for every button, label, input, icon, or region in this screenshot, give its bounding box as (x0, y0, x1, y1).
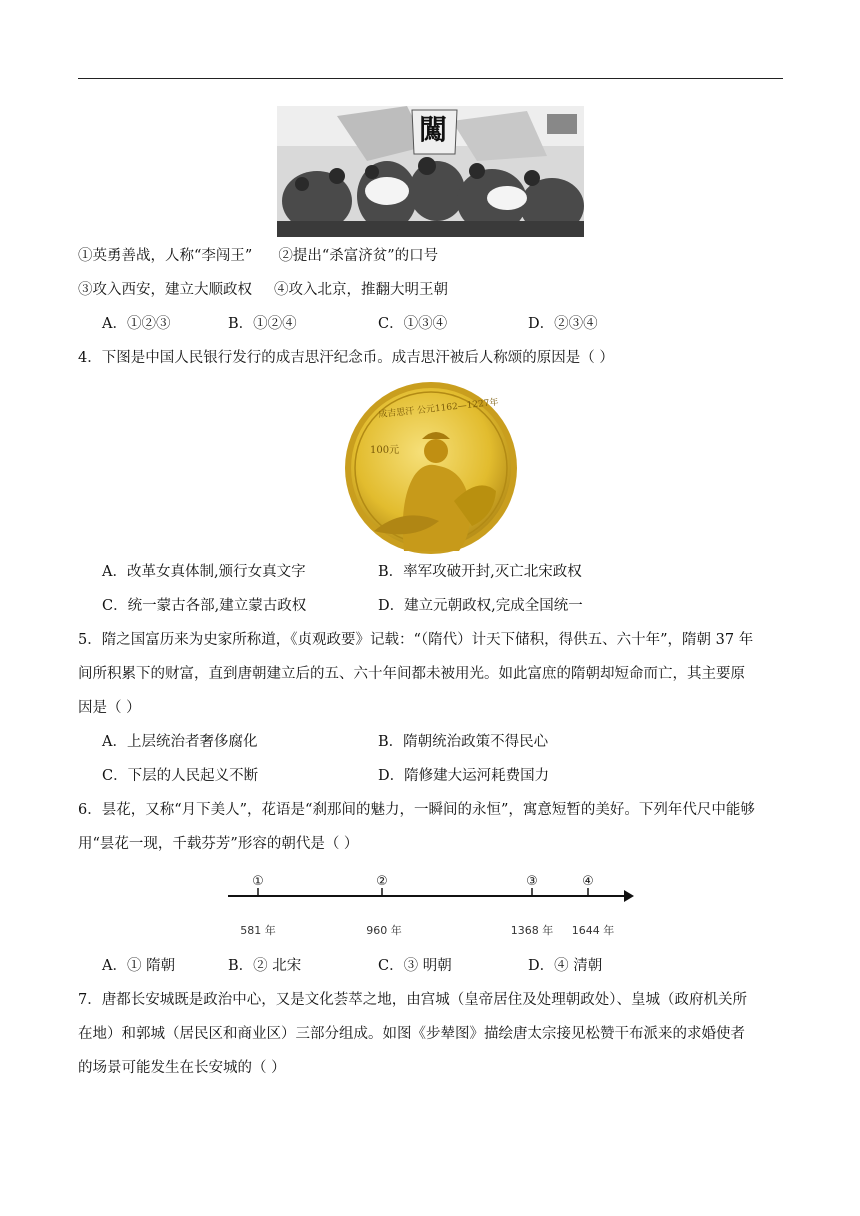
q5-option-a[interactable]: A．上层统治者奢侈腐化 (102, 734, 258, 750)
q4-option-a[interactable]: A．改革女真体制,颁行女真文字 (102, 564, 306, 580)
banner-character: 闖 (419, 113, 448, 146)
genghis-khan-coin (344, 381, 518, 555)
q5-stem-line1: 5．隋之国富历来为史家所称道，《贞观政要》记载：“（隋代）计天下储积，得供五、六十年”，隋朝 37 年 (78, 632, 754, 648)
q4-stem: 4．下图是中国人民银行发行的成吉思汗纪念币。成吉思汗被后人称颂的原因是（ ） (78, 350, 614, 366)
timeline-mark-2: ② (376, 874, 388, 889)
q3-option-b[interactable]: B．①②④ (228, 316, 297, 332)
q7-stem-line2: 在地）和郭城（居民区和商业区）三部分组成。如图《步辇图》描绘唐太宗接见松赞干布派来的求婚使者 (78, 1026, 745, 1042)
q3-option-a[interactable]: A．①②③ (102, 316, 171, 332)
q6-stem-line2: 用“昙花一现，千载芬芳”形容的朝代是（ ） (78, 836, 359, 852)
q5-option-c[interactable]: C．下层的人民起义不断 (102, 768, 259, 784)
q6-option-b[interactable]: B．② 北宋 (228, 958, 302, 974)
timeline-year-4: 1644 年 (571, 924, 615, 937)
q6-option-d[interactable]: D．④ 清朝 (528, 958, 603, 974)
q6-stem-line1: 6．昙花，又称“月下美人”，花语是“刹那间的魅力，一瞬间的永恒”，寓意短暂的美好。下列年代尺中能够 (78, 802, 755, 818)
coin-value: 100元 (370, 445, 400, 456)
q5-stem-line3: 因是（ ） (78, 700, 141, 716)
timeline-mark-3: ③ (526, 874, 538, 889)
q6-option-a[interactable]: A．① 隋朝 (102, 958, 176, 974)
timeline-arrow (624, 890, 634, 902)
q6-option-c[interactable]: C．③ 明朝 (378, 958, 452, 974)
q3-statements-line2 (78, 280, 448, 300)
q3-statement-4: ④攻入北京，推翻大明王朝 (274, 282, 448, 298)
uprising-illustration (277, 106, 584, 237)
q3-statement-1: ①英勇善战，人称“李闯王” (78, 248, 253, 264)
q5-option-d[interactable]: D．隋修建大运河耗费国力 (378, 768, 550, 784)
q5-option-b[interactable]: B．隋朝统治政策不得民心 (378, 734, 549, 750)
q3-option-d[interactable]: D．②③④ (528, 316, 598, 332)
timeline (220, 868, 640, 944)
q4-option-c[interactable]: C．统一蒙古各部,建立蒙古政权 (102, 598, 307, 614)
q7-stem-line3: 的场景可能发生在长安城的（ ） (78, 1060, 286, 1076)
q4-option-d[interactable]: D．建立元朝政权,完成全国统一 (378, 598, 583, 614)
q3-statements-line1 (78, 246, 438, 266)
q3-statement-3: ③攻入西安，建立大顺政权 (78, 282, 252, 298)
header-rule (78, 78, 783, 79)
timeline-mark-4: ④ (582, 874, 594, 889)
coin-inscription: 成吉思汗 公元1162—1227年 (377, 397, 500, 421)
timeline-year-3: 1368 年 (510, 924, 554, 937)
q7-stem-line1: 7．唐都长安城既是政治中心，又是文化荟萃之地，由宫城（皇帝居住及处理朝政处）、皇城（政府机关所 (78, 992, 747, 1008)
timeline-mark-1: ① (252, 874, 264, 889)
q3-option-c[interactable]: C．①③④ (378, 316, 448, 332)
q4-option-b[interactable]: B．率军攻破开封,灭亡北宋政权 (378, 564, 582, 580)
timeline-year-1: 581 年 (240, 924, 276, 937)
q3-statement-2: ②提出“杀富济贫”的口号 (278, 248, 439, 264)
q5-stem-line2: 间所积累下的财富，直到唐朝建立后的五、六十年间都未被用光。如此富庶的隋朝却短命而亡，其主要原 (78, 666, 745, 682)
timeline-year-2: 960 年 (366, 924, 402, 937)
